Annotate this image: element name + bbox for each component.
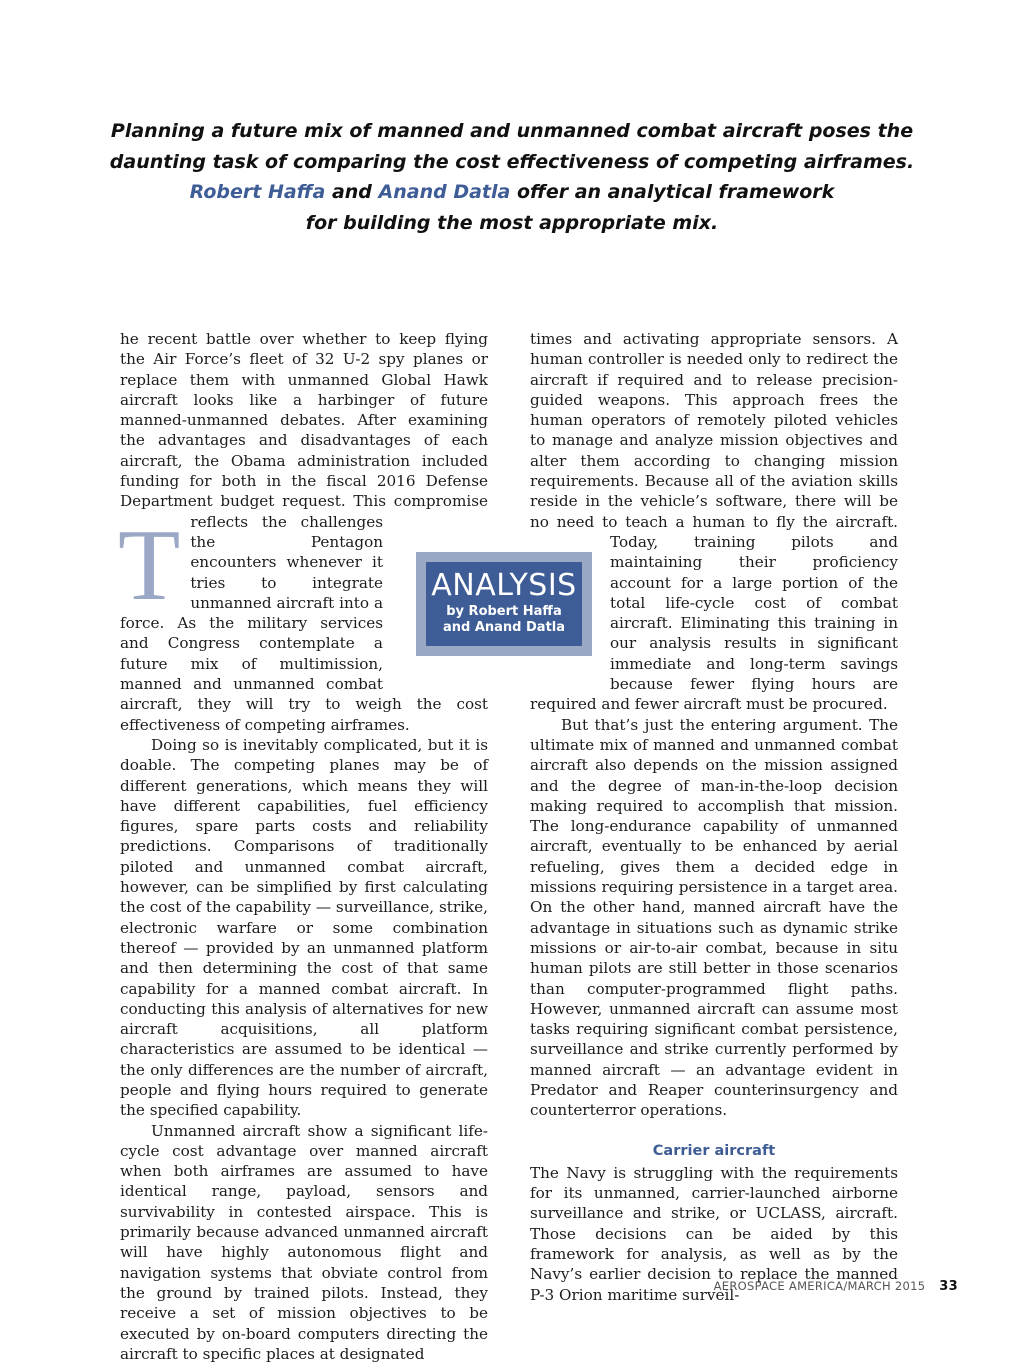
drop-cap: T	[118, 509, 181, 622]
analysis-callout-inner	[426, 562, 582, 646]
author-robert-haffa: Robert Haffa	[189, 181, 326, 203]
paragraph-4: times and activating appropriate sensors. A human controller is needed only to redirect the aircraft if required and to release precision-guided weapons. This approach frees the human operators of remotely piloted vehicles to manage and analyze mission objectives and alter them according to changing mission requirements. Because all of the aviation skills reside in the vehicle’s software, there will be no need to teach a human to fly the aircraft. Today, training pilots and maintaining their proficiency account for a large portion of the total life-cycle cost of combat aircraft. Eliminating this training in our analysis results in significant immediate and long-term savings because fewer flying hours are required and fewer aircraft must be procured.	[530, 330, 898, 714]
column-left	[120, 329, 488, 1364]
page-footer	[714, 1279, 958, 1294]
callout-byline-2: and Anand Datla	[442, 620, 566, 635]
callout-byline-1: by Robert Haffa	[446, 604, 562, 619]
author-anand-datla: Anand Datla	[378, 181, 511, 203]
deck-line-2: daunting task of comparing the cost effectiveness of competing airframes.	[109, 150, 915, 173]
deck-line-3	[100, 177, 924, 208]
paragraph-3: Unmanned aircraft show a significant life-cycle cost advantage over manned aircraft when both airframes are assumed to have identical range, payload, sensors and survivability in contested airspace. This is primarily because advanced unmanned aircraft will have highly autonomous flight and navigation systems that obviate control from the ground by trained pilots. Instead, they receive a set of mission objectives to be executed by on-board computers directing the aircraft to specific places at designated	[120, 1121, 488, 1363]
article-deck	[100, 116, 924, 238]
paragraph-1: T he recent battle over whether to keep flying the Air Force’s fleet of 32 U-2 spy planes or replace them with unmanned Global Hawk aircraft looks like a harbinger of future manned-unmanned debates. After examining the advantages and disadvantages of each aircraft, the Obama administration included funding for both in the fiscal 2016 Defense Department budget request. This compromise reflects the challenges the Pentagon encounters whenever it tries to integrate unmanned aircraft into a force. As the military services and Congress contemplate a future mix of multimission, manned and unmanned combat aircraft, they will try to weigh the cost effectiveness of competing airframes.	[118, 330, 488, 734]
page-number: 33	[939, 1279, 958, 1294]
analysis-callout	[416, 552, 592, 656]
deck-line-3-rest: offer an analytical framework	[516, 181, 835, 203]
subhead-carrier-aircraft: Carrier aircraft	[652, 1142, 776, 1159]
paragraph-6: The Navy is struggling with the requirements for its unmanned, carrier-launched airborne surveillance and strike, or UCLASS, aircraft. Those decisions can be aided by this framework for analysis, as well as by the Navy’s earlier decision to replace the manned P-3 Orion maritime surveil-	[530, 1163, 898, 1304]
deck-line-1: Planning a future mix of manned and unmanned combat aircraft poses the	[110, 120, 914, 142]
deck-and: and	[331, 181, 372, 203]
column-right	[530, 329, 898, 1305]
callout-title: ANALYSIS	[431, 568, 577, 603]
paragraph-5: But that’s just the entering argument. The ultimate mix of manned and unmanned combat aircraft also depends on the mission assigned and the degree of man-in-the-loop decision making required to accomplish that mission. The long-endurance capability of unmanned aircraft, eventually to be enhanced by aerial refueling, gives them a decided edge in missions requiring persistence in a target area. On the other hand, manned aircraft have the advantage in situations such as dynamic strike missions or air-to-air combat, because in situ human pilots are still better in those scenarios than computer-programmed flight paths. However, unmanned aircraft can assume most tasks requiring significant combat persistence, surveillance and strike currently performed by manned aircraft — an advantage evident in Predator and Reaper counterinsurgency and counterterror operations.	[530, 715, 898, 1120]
deck-line-4: for building the most appropriate mix.	[305, 211, 719, 234]
paragraph-2: Doing so is inevitably complicated, but it is doable. The competing planes may be of different generations, which means they will have different capabilities, fuel efficiency figures, spare parts costs and reliability predictions. Comparisons of traditionally piloted and unmanned combat aircraft, however, can be simplified by first calculating the cost of the capability — surveillance, strike, electronic warfare or some combination thereof — provided by an unmanned platform and then determining the cost of that same capability for a manned combat aircraft. In conducting this analysis of alternatives for new aircraft acquisitions, all platform characteristics are assumed to be identical — the only differences are the number of aircraft, people and flying hours required to generate the specified capability.	[120, 735, 488, 1120]
publication-name: AEROSPACE AMERICA/MARCH 2015	[713, 1279, 926, 1293]
